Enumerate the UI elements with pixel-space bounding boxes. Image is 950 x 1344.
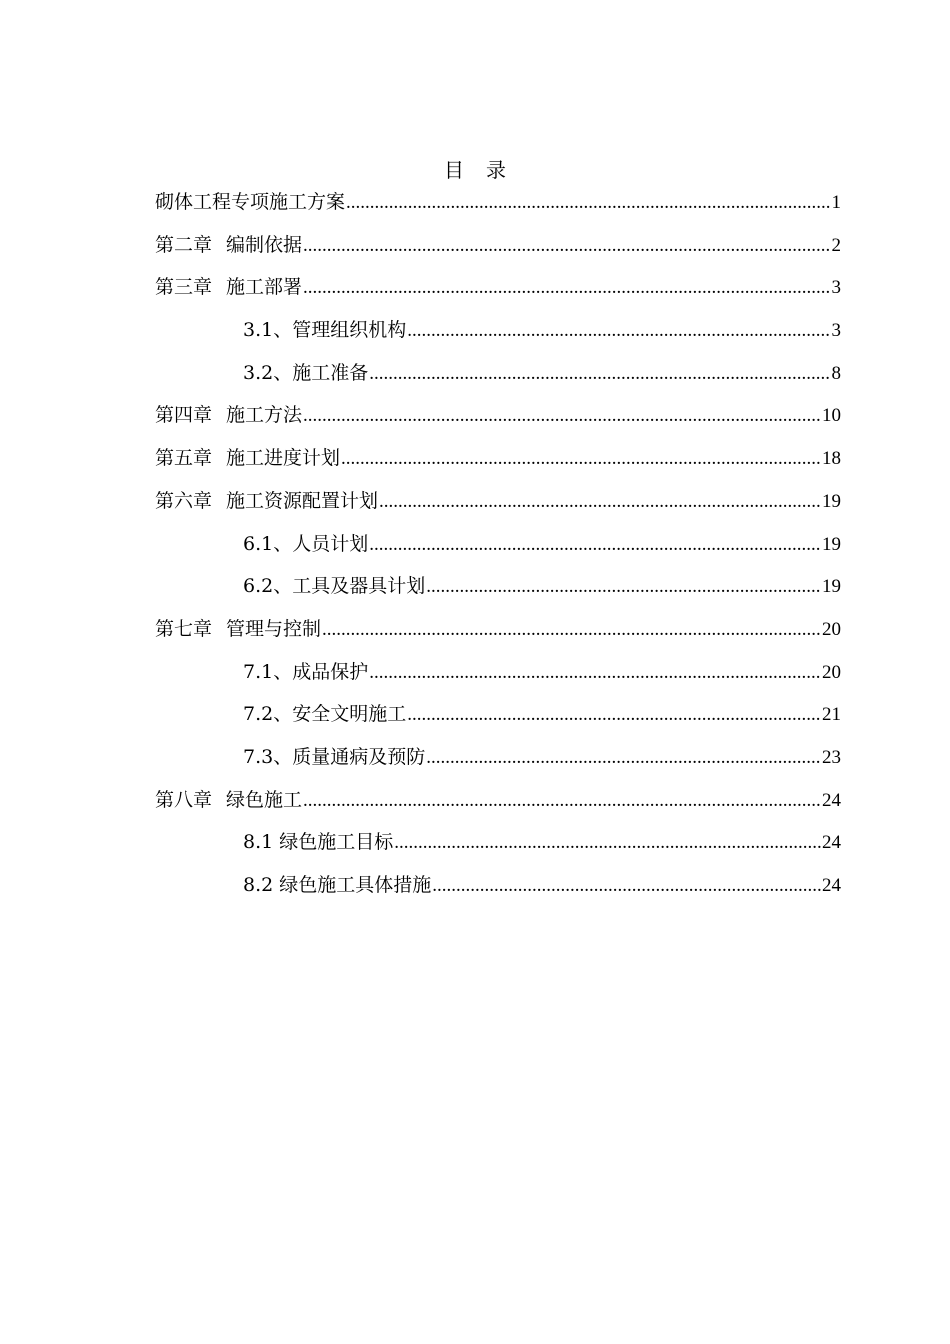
toc-page-number: 20: [822, 661, 841, 683]
toc-chapter-number: 第八章: [155, 788, 213, 811]
toc-entry-text: 管理与控制: [226, 617, 322, 640]
toc-entry-text: 施工资源配置计划: [226, 489, 379, 512]
toc-chapter-number: 第四章: [155, 404, 213, 427]
toc-entry[interactable]: [155, 570, 841, 613]
toc-dot-leader: [379, 486, 821, 518]
toc-entry-text: 编制依据: [226, 233, 303, 256]
toc-page-number: 1: [831, 192, 841, 213]
toc-dot-leader: [426, 571, 821, 603]
toc-entry-label: [155, 784, 302, 816]
toc-dot-leader: [432, 870, 821, 902]
toc-dot-leader: [394, 827, 821, 859]
table-of-contents: [155, 186, 841, 912]
toc-entry[interactable]: [155, 698, 841, 741]
toc-dot-leader: [303, 400, 821, 432]
toc-entry[interactable]: [155, 314, 841, 357]
toc-page-number: 10: [822, 405, 841, 427]
toc-entry-text: 绿色施工: [226, 788, 303, 811]
toc-page-number: 24: [822, 789, 841, 811]
toc-entry[interactable]: [155, 826, 841, 869]
toc-entry-label: [243, 698, 406, 730]
toc-entry-label: [155, 442, 340, 474]
toc-entry-text: 施工进度计划: [226, 447, 341, 470]
toc-entry[interactable]: [155, 869, 841, 912]
toc-entry-text: 7.1、成品保护: [243, 660, 369, 683]
toc-entry-text: 7.2、安全文明施工: [243, 703, 407, 726]
toc-dot-leader: [303, 230, 830, 262]
toc-entry[interactable]: [155, 186, 841, 229]
toc-dot-leader: [303, 272, 830, 304]
toc-entry-label: [243, 741, 425, 773]
toc-page-number: 2: [831, 234, 841, 256]
toc-entry-label: [243, 826, 393, 858]
toc-dot-leader: [369, 358, 830, 390]
toc-entry[interactable]: [155, 357, 841, 400]
toc-entry-text: 3.2、施工准备: [243, 361, 369, 384]
toc-page-number: 8: [831, 362, 841, 384]
toc-entry-label: [243, 570, 425, 602]
toc-title: [0, 156, 950, 184]
toc-chapter-number: 第六章: [155, 489, 213, 512]
toc-dot-leader: [346, 187, 830, 219]
toc-page-number: 20: [822, 618, 841, 640]
toc-entry[interactable]: [155, 271, 841, 314]
toc-entry-label: [243, 656, 368, 688]
toc-page-number: 19: [822, 576, 841, 598]
toc-entry-label: [155, 229, 302, 261]
toc-dot-leader: [303, 785, 821, 817]
toc-chapter-number: 第五章: [155, 447, 213, 470]
toc-entry-text: 6.1、人员计划: [243, 532, 369, 555]
toc-entry-label: [155, 485, 378, 517]
toc-page-number: 3: [831, 320, 841, 342]
toc-title-left: 目: [444, 158, 464, 182]
toc-entry-text: 施工部署: [226, 276, 303, 299]
toc-entry[interactable]: [155, 229, 841, 272]
toc-page-number: 21: [822, 704, 841, 726]
toc-entry-label: [155, 186, 345, 218]
toc-entry-text: 施工方法: [226, 404, 303, 427]
toc-dot-leader: [407, 699, 821, 731]
toc-dot-leader: [426, 742, 821, 774]
toc-chapter-number: 第七章: [155, 617, 213, 640]
toc-dot-leader: [369, 657, 821, 689]
toc-dot-leader: [341, 443, 821, 475]
toc-entry[interactable]: [155, 784, 841, 827]
toc-entry-text: 3.1、管理组织机构: [243, 319, 407, 342]
toc-chapter-number: 第三章: [155, 276, 213, 299]
toc-dot-leader: [322, 614, 821, 646]
toc-entry[interactable]: [155, 528, 841, 571]
toc-entry-label: [155, 271, 302, 303]
toc-entry[interactable]: [155, 442, 841, 485]
toc-page-number: 3: [831, 277, 841, 299]
toc-entry-text: 砌体工程专项施工方案: [155, 191, 346, 213]
toc-entry-label: [243, 869, 431, 901]
toc-entry[interactable]: [155, 613, 841, 656]
toc-entry-text: 8.1 绿色施工目标: [243, 831, 394, 854]
toc-page-number: 19: [822, 533, 841, 555]
toc-entry-text: 8.2 绿色施工具体措施: [243, 874, 432, 896]
toc-entry[interactable]: [155, 656, 841, 699]
toc-page-number: 24: [822, 832, 841, 854]
toc-entry-label: [243, 357, 368, 389]
toc-page-number: 24: [822, 875, 841, 896]
toc-title-right: 录: [486, 158, 506, 182]
toc-page-number: 19: [822, 490, 841, 512]
toc-entry[interactable]: [155, 399, 841, 442]
toc-page-number: 23: [822, 746, 841, 768]
toc-entry-label: [155, 613, 321, 645]
toc-entry[interactable]: [155, 485, 841, 528]
toc-entry[interactable]: [155, 741, 841, 784]
toc-page-number: 18: [822, 448, 841, 470]
toc-entry-text: 7.3、质量通病及预防: [243, 745, 426, 768]
toc-entry-label: [155, 399, 302, 431]
toc-dot-leader: [407, 315, 830, 347]
toc-entry-label: [243, 528, 368, 560]
toc-entry-label: [243, 314, 406, 346]
toc-entry-text: 6.2、工具及器具计划: [243, 575, 426, 598]
toc-dot-leader: [369, 529, 821, 561]
toc-chapter-number: 第二章: [155, 233, 213, 256]
